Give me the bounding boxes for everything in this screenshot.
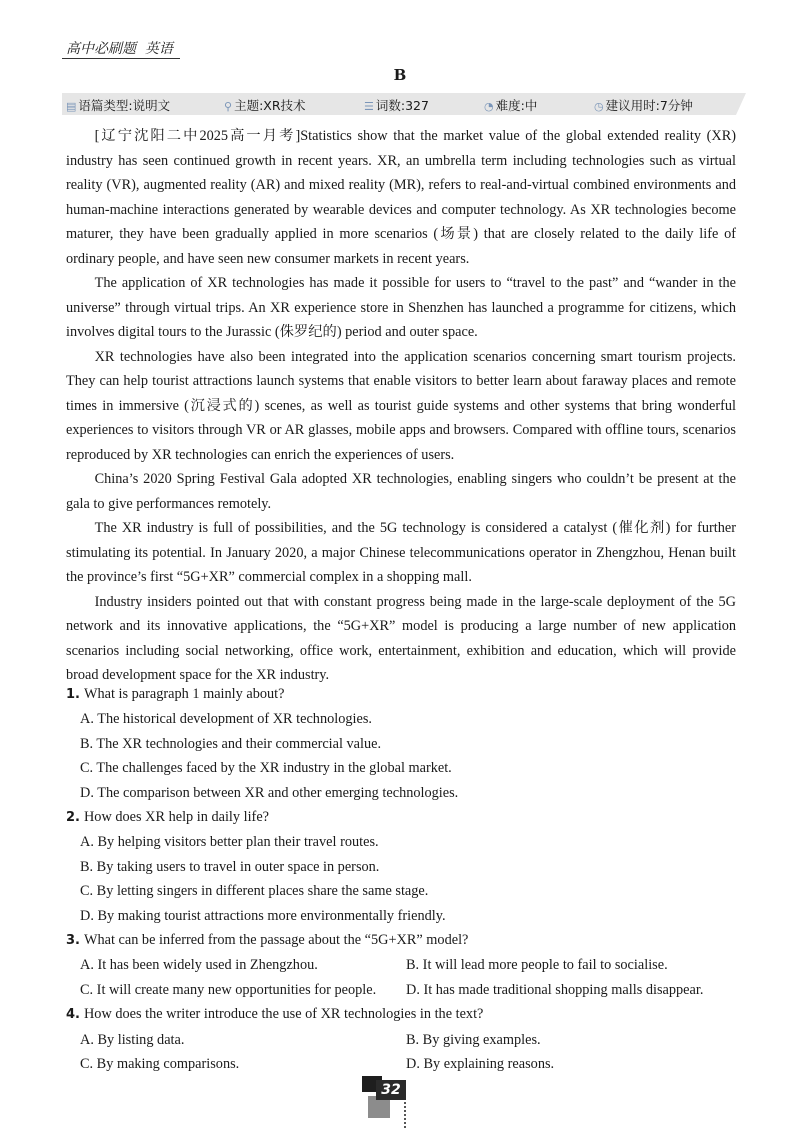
answer-option: D. It has made traditional shopping malls disappear.: [406, 981, 704, 998]
passage-paragraph: [66, 124, 736, 271]
info-word-count-label: 词数:: [375, 98, 406, 113]
info-word-count: [364, 96, 429, 114]
info-genre-value: 说明文: [132, 98, 171, 113]
info-difficulty-label: 难度:: [495, 98, 525, 113]
question-list: [66, 682, 738, 1077]
question-number: 2.: [66, 810, 80, 826]
answer-option-row: [66, 978, 738, 1002]
answer-option-row: [66, 1052, 738, 1076]
answer-option-row: [66, 953, 738, 977]
question-stem: [66, 682, 738, 707]
question-text: How does XR help in daily life?: [83, 809, 270, 826]
info-time: [594, 96, 693, 114]
passage-info-bar: [62, 93, 736, 115]
info-theme: [224, 96, 306, 114]
question-text: What can be inferred from the passage about the “5G+XR” model?: [83, 932, 469, 949]
question-number: 3.: [66, 933, 80, 949]
running-head: [66, 38, 173, 58]
answer-option: A. By helping visitors better plan their travel routes.: [80, 834, 379, 851]
answer-option: B. The XR technologies and their commercial value.: [80, 735, 382, 752]
document-icon: ▤: [66, 100, 77, 113]
answer-option: A. By listing data.: [80, 1031, 185, 1048]
reading-passage: [66, 124, 736, 688]
page-number-badge: [362, 1076, 410, 1130]
info-genre-label: 语篇类型:: [78, 98, 133, 113]
subject-title: 英语: [144, 41, 173, 57]
info-time-label: 建议用时:: [605, 98, 660, 113]
search-icon: ⚲: [224, 100, 233, 113]
answer-option: A. It has been widely used in Zhengzhou.: [80, 957, 318, 974]
running-head-underline: [62, 58, 180, 59]
info-time-value: 7分钟: [659, 98, 693, 113]
gauge-icon: ◔: [484, 100, 494, 113]
list-icon: ☰: [364, 100, 374, 113]
info-theme-label: 主题:: [234, 98, 264, 113]
answer-option: C. It will create many new opportunities for people.: [80, 981, 377, 998]
answer-option: C. By making comparisons.: [80, 1056, 240, 1073]
question-text: How does the writer introduce the use of XR technologies in the text?: [83, 1006, 484, 1023]
info-word-count-value: 327: [405, 98, 429, 113]
info-bar-corner: [736, 93, 746, 115]
series-title: 高中必刷题: [66, 41, 136, 57]
answer-option: D. By explaining reasons.: [406, 1056, 555, 1073]
answer-option: A. The historical development of XR technologies.: [80, 711, 372, 728]
passage-paragraph-text: Statistics show that the market value of the global extended reality (XR) industry has seen continued growth in recent years. XR, an umbrella term including technologies such as virtual reality (VR), augmented reality (AR) and mixed reality (MR), refers to real-and-virtual combined environments and human-machine interactions generated by wearable devices and computer technology. As XR technologies become maturer, they have been gradually applied in more scenarios (场景) that are closely related to the daily life of ordinary people, and have seen new consumer markets in recent years.: [66, 128, 736, 267]
answer-option: D. By making tourist attractions more environmentally friendly.: [80, 907, 446, 924]
info-genre: [66, 96, 170, 114]
question-number: 1.: [66, 687, 80, 702]
question-text: What is paragraph 1 mainly about?: [83, 686, 285, 702]
passage-source: [辽宁沈阳二中2025高一月考]: [94, 128, 301, 144]
info-difficulty: [484, 96, 537, 114]
passage-paragraph: Industry insiders pointed out that with constant progress being made in the large-scale deployment of the 5G network and its innovative applications, the “5G+XR” model is producing a large number of new application scenarios including social networking, office work, entertainment, exhibition and education, which will provide broad development space for the XR industry.: [66, 593, 736, 683]
passage-paragraph: The XR industry is full of possibilities, and the 5G technology is considered a catalyst (催化剂) for further stimulating its potential. In January 2020, a major Chinese telecommunications operator in Zhengzhou, Henan built the province’s first “5G+XR” commercial complex in a shopping mall.: [66, 520, 736, 585]
answer-option: C. The challenges faced by the XR industry in the global market.: [80, 760, 452, 777]
info-theme-value: XR技术: [263, 98, 306, 113]
question-stem: [66, 928, 738, 953]
answer-option-row: [66, 1028, 738, 1052]
answer-option: B. By giving examples.: [406, 1031, 541, 1048]
passage-paragraph: China’s 2020 Spring Festival Gala adopted XR technologies, enabling singers who couldn’t be present at the gala to give performances remotely.: [66, 471, 736, 512]
answer-option: B. It will lead more people to fail to socialise.: [406, 957, 668, 974]
section-letter: B: [393, 66, 407, 84]
answer-option: D. The comparison between XR and other emerging technologies.: [80, 784, 459, 801]
passage-paragraph: The application of XR technologies has made it possible for users to “travel to the past” and “wander in the universe” through virtual trips. An XR experience store in Shenzhen has launched a programme for citizens, which involves digital tours to the Jurassic (侏罗纪的) period and outer space.: [66, 275, 736, 340]
passage-paragraph: XR technologies have also been integrated into the application scenarios concerning smart tourism projects. They can help tourist attractions launch systems that enable visitors to better learn about faraway places and remote times in immersive (沉浸式的) scenes, as well as tourist guide systems and other systems that bring wonderful experiences to visitors through VR or AR glasses, mobile apps and browsers. Compared with offline tours, scenarios reproduced by XR technologies can enrich the experiences of users.: [66, 348, 736, 463]
clock-icon: ◷: [594, 100, 604, 113]
question-stem: [66, 805, 738, 830]
answer-option: B. By taking users to travel in outer space in person.: [80, 858, 380, 875]
page-number: 32: [376, 1080, 406, 1100]
info-difficulty-value: 中: [524, 98, 538, 113]
answer-option: C. By letting singers in different places share the same stage.: [80, 883, 429, 900]
page-number-dots: [404, 1102, 406, 1128]
question-number: 4.: [66, 1007, 80, 1023]
question-stem: [66, 1002, 738, 1027]
